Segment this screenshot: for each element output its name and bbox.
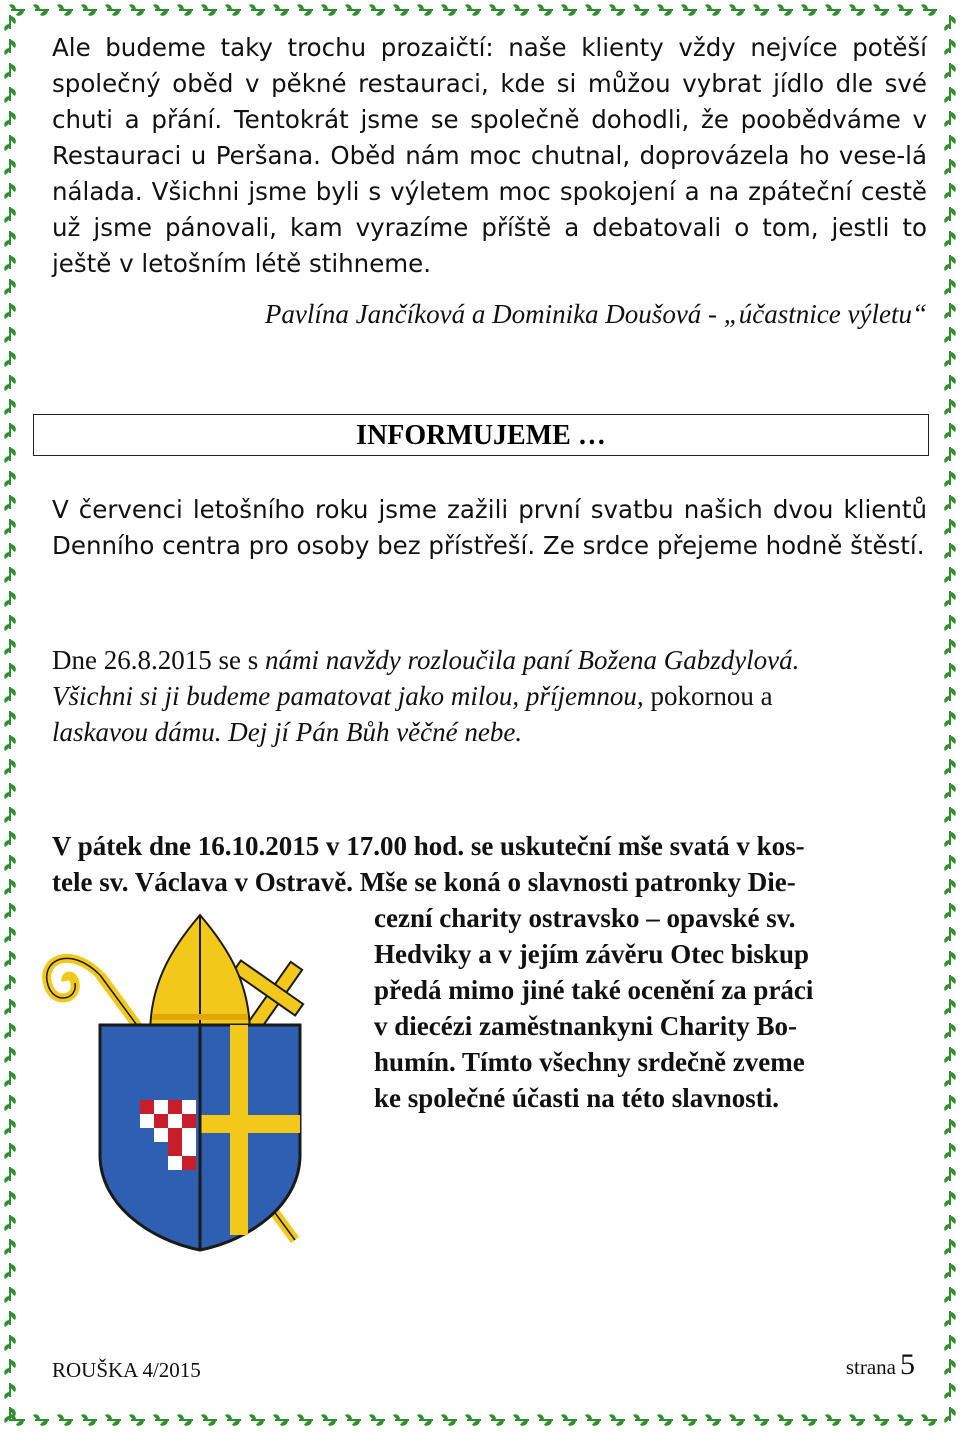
mass-line-3: cezní charity ostravsko – opavské sv. (374, 903, 796, 933)
mass-line-4: Hedviky a v jejím závěru Otec biskup (374, 939, 809, 969)
obituary-italic-2: Všichni si ji budeme pamatovat jako milou, příjemnou, (52, 681, 651, 711)
footer-page-label: strana (845, 1355, 896, 1379)
article-paragraph: Ale budeme taky trochu prozaičtí: naše klienty vždy nejvíce potěší společný oběd v pěkné restauraci, kde si můžou vybrat jídlo dle své chuti a přání. Tentokrát jsme se společně dohodli, že poobědváme v Restauraci u Peršana. Oběd nám moc chutnal, doprovázela ho vese-lá nálada. Všichni jsme byli s výletem moc spokojení a na zpáteční cestě už jsme pánovali, kam vyrazíme příště a debatovali o tom, jestli to ještě v letošním létě stihneme. (52, 33, 927, 278)
obituary-prefix: Dne 26.8.2015 se s (52, 645, 259, 675)
obituary-line-2 (52, 678, 773, 714)
mass-line-1: V pátek dne 16.10.2015 v 17.00 hod. se uskuteční mše svatá v kos- (52, 831, 805, 861)
footer-page-number: 5 (900, 1348, 915, 1381)
info-heading: INFORMUJEME … (356, 420, 606, 451)
obituary-line-1 (52, 642, 799, 678)
mass-line-6: v diecézi zaměstnankyni Charity Bo- (374, 1011, 797, 1041)
mass-line-5: předá mimo jiné také ocenění za práci (374, 975, 814, 1005)
bishop-coat-of-arms-icon (30, 905, 340, 1260)
mass-line-8: ke společné účasti na této slavnosti. (374, 1083, 779, 1113)
mass-line-2: tele sv. Václava v Ostravě. Mše se koná o slavnosti patronky Die- (52, 867, 796, 897)
obituary-line-3: laskavou dámu. Dej jí Pán Bůh věčné nebe. (52, 717, 523, 747)
mass-line-7: humín. Tímto všechny srdečně zveme (374, 1047, 805, 1077)
wedding-note: V červenci letošního roku jsme zažili první svatbu našich dvou klientů Denního centra pro osoby bez přístřeší. Ze srdce přejeme hodně štěstí. (52, 495, 927, 560)
article-signature: Pavlína Jančíková a Dominika Doušová - „účastnice výletu“ (264, 299, 927, 329)
footer-page (846, 1350, 915, 1382)
obituary-plain-2: pokornou a (650, 681, 773, 711)
obituary-italic-1: námi navždy rozloučila paní Božena Gabzdylová. (258, 645, 800, 675)
footer-issue: ROUŠKA 4/2015 (52, 1358, 201, 1382)
info-heading-box (33, 414, 929, 456)
